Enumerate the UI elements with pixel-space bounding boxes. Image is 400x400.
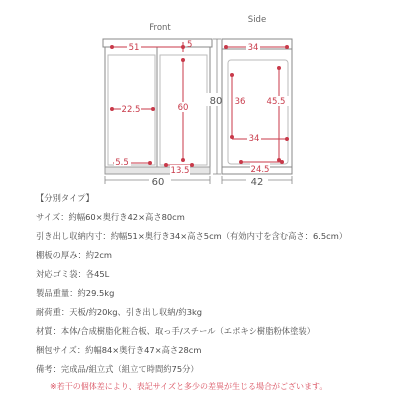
front-bin-height-label: 60	[177, 103, 189, 113]
spec-row-load	[0, 306, 400, 318]
side-right-height-label: 45.5	[266, 97, 286, 107]
spec-row-drawer	[0, 230, 400, 242]
front-bin-width-label: 22.5	[121, 105, 141, 115]
spec-value: 約幅51×奥行き34×高さ5cm（有効内寸を含む高さ：6.5cm）	[110, 231, 348, 241]
side-mid-width-label: 34	[248, 134, 260, 144]
spec-value: 約幅60×奥行き42×高さ80cm	[68, 212, 185, 222]
spec-row-shelf	[0, 249, 400, 261]
side-top-width-label: 34	[247, 43, 259, 53]
front-top-gap-label: 5	[187, 40, 193, 50]
spec-value: 完成品/組立式（組立て時間約75分）	[60, 364, 199, 374]
spec-value: 各45L	[85, 269, 110, 279]
spec-value: 天板/約20kg、引き出し収納/約3kg	[69, 307, 203, 317]
spec-label: 引き出し収納内寸：	[36, 231, 111, 241]
spec-row-material	[0, 325, 400, 337]
spec-value: 本体/合成樹脂化粧合板、取っ手/スチール（エポキシ樹脂粉体塗装）	[60, 326, 315, 336]
spec-label: 備考：	[36, 364, 61, 374]
side-view-label: Side	[247, 15, 267, 25]
disclaimer-note	[0, 381, 400, 392]
front-view-label: Front	[149, 23, 171, 33]
front-bottom-right-label: 13.5	[170, 166, 190, 176]
spec-label: 対応ゴミ袋：	[36, 269, 86, 279]
spec-heading	[0, 192, 400, 204]
front-top-width-label: 51	[128, 43, 140, 53]
spec-heading-label: 【分別タイプ】	[36, 193, 94, 203]
spec-label: 梱包サイズ：	[36, 345, 86, 355]
front-height-label: 80	[209, 96, 223, 107]
spec-label: 耐荷重：	[36, 307, 70, 317]
spec-value: 約2cm	[85, 250, 113, 260]
spec-label: 棚板の厚み：	[36, 250, 86, 260]
front-bottom-left-label: 5.5	[115, 158, 129, 168]
front-cabinet	[103, 39, 212, 174]
spec-label: 製品重量：	[36, 288, 78, 298]
spec-label: 材質：	[36, 326, 61, 336]
spec-row-weight	[0, 287, 400, 299]
side-left-height-label: 36	[234, 97, 246, 107]
side-total-depth-label: 42	[250, 177, 264, 185]
spec-value: 約29.5kg	[77, 288, 115, 298]
spec-row-bag	[0, 268, 400, 280]
disclaimer-text: ※若干の個体差により、表記サイズと多少の差異が生じる場合がございます。	[50, 382, 328, 391]
side-bottom-width-label: 24.5	[250, 165, 270, 175]
front-total-width-label: 60	[151, 177, 165, 185]
spec-value: 約幅84×奥行き47×高さ28cm	[85, 345, 202, 355]
spec-row-size	[0, 211, 400, 223]
dimension-diagram	[0, 0, 400, 185]
spec-label: サイズ：	[36, 212, 69, 222]
spec-row-package	[0, 344, 400, 356]
spec-row-remarks	[0, 363, 400, 375]
